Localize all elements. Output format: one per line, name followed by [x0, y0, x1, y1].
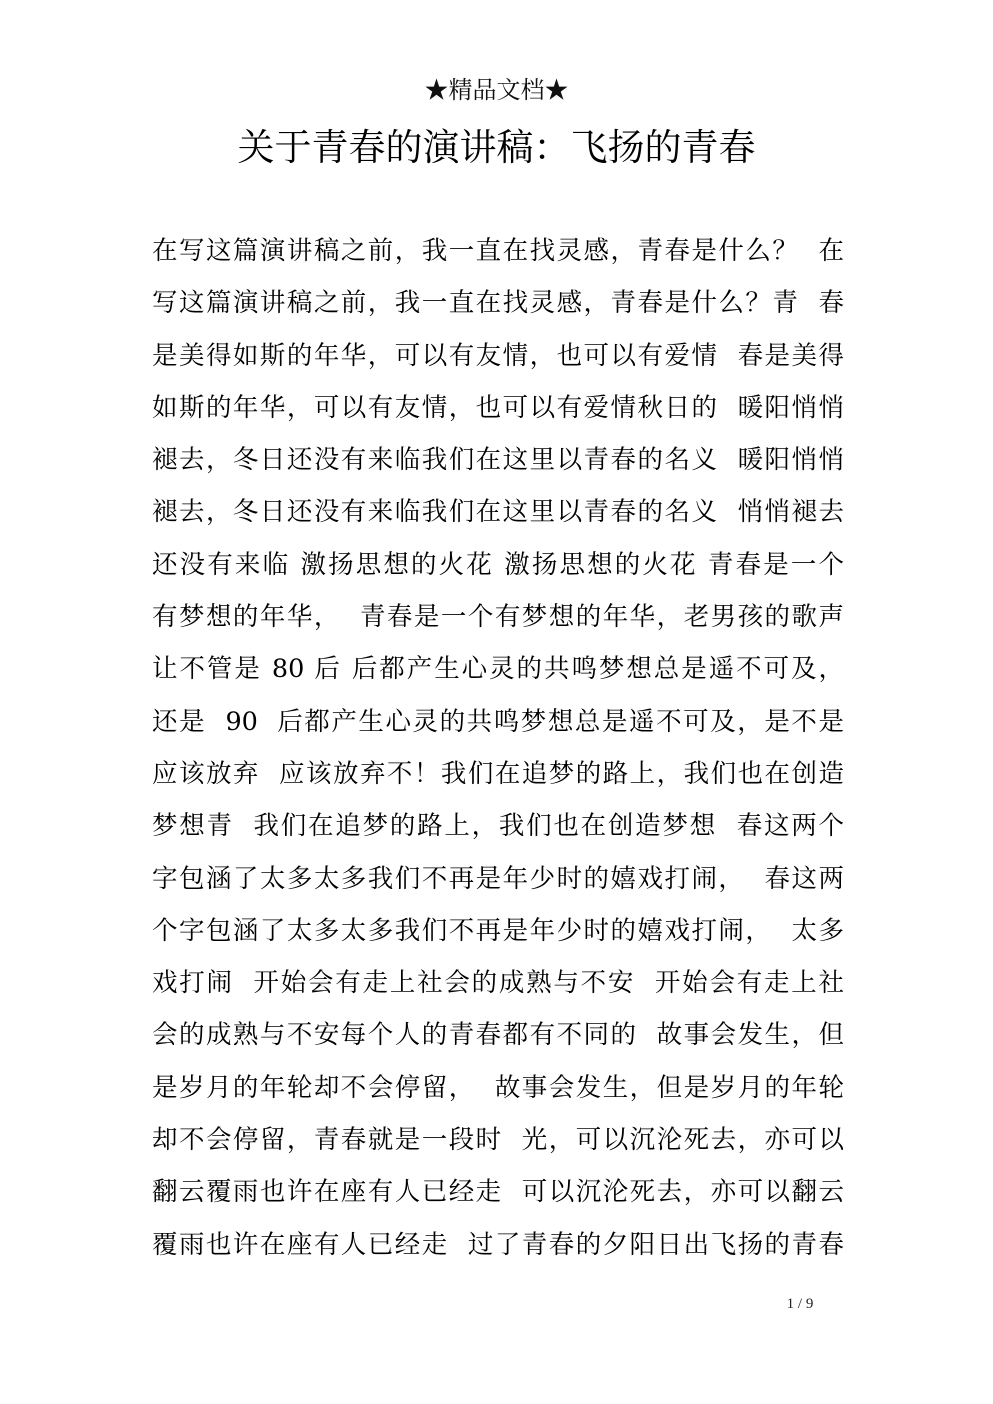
document-title: 关于青春的演讲稿：飞扬的青春	[237, 126, 756, 169]
body-line: 在写这篇演讲稿之前，我一直在找灵感，青春是什么？ 在	[152, 236, 844, 266]
body-line: 褪去，冬日还没有来临我们在这里以青春的名义 悄悄褪去	[152, 497, 844, 528]
body-line: 还是 90 后都产生心灵的共鸣梦想总是遥不可及，是不是	[152, 706, 844, 737]
body-line: 还没有来临 激扬思想的火花 激扬思想的火花 青春是一个	[152, 549, 844, 580]
body-line: 翻云覆雨也许在座有人已经走 可以沉沦死去，亦可以翻云	[152, 1177, 844, 1208]
body-line: 应该放弃 应该放弃不！我们在追梦的路上，我们也在创造	[152, 758, 844, 789]
page-number: 1 / 9	[786, 1296, 814, 1312]
body-line: 褪去，冬日还没有来临我们在这里以青春的名义 暖阳悄悄	[152, 445, 844, 476]
body-line: 却不会停留，青春就是一段时 光，可以沉沦死去，亦可以	[152, 1125, 844, 1156]
body-line: 会的成熟与不安每个人的青春都有不同的 故事会发生，但	[152, 1020, 844, 1051]
body-line: 梦想青 我们在追梦的路上，我们也在创造梦想 春这两个	[152, 811, 844, 842]
body-line: 戏打闹 开始会有走上社会的成熟与不安 开始会有走上社	[152, 968, 844, 999]
body-line: 让不管是 80 后 后都产生心灵的共鸣梦想总是遥不可及，	[152, 654, 844, 685]
body-line: 有梦想的年华， 青春是一个有梦想的年华，老男孩的歌声	[152, 602, 844, 633]
document-body	[152, 225, 844, 1271]
body-line: 覆雨也许在座有人已经走 过了青春的夕阳日出飞扬的青春	[152, 1229, 844, 1260]
body-line: 写这篇演讲稿之前，我一直在找灵感，青春是什么？青 春	[152, 288, 844, 319]
body-line: 是岁月的年轮却不会停留， 故事会发生，但是岁月的年轮	[152, 1072, 844, 1103]
body-line: 字包涵了太多太多我们不再是年少时的嬉戏打闹， 春这两	[152, 863, 844, 894]
body-line: 如斯的年华，可以有友情，也可以有爱情秋日的 暖阳悄悄	[152, 392, 844, 423]
document-header: ★精品文档★	[424, 76, 569, 104]
body-line: 是美得如斯的年华，可以有友情，也可以有爱情 春是美得	[152, 340, 844, 371]
body-line: 个字包涵了太多太多我们不再是年少时的嬉戏打闹， 太多	[152, 915, 844, 946]
